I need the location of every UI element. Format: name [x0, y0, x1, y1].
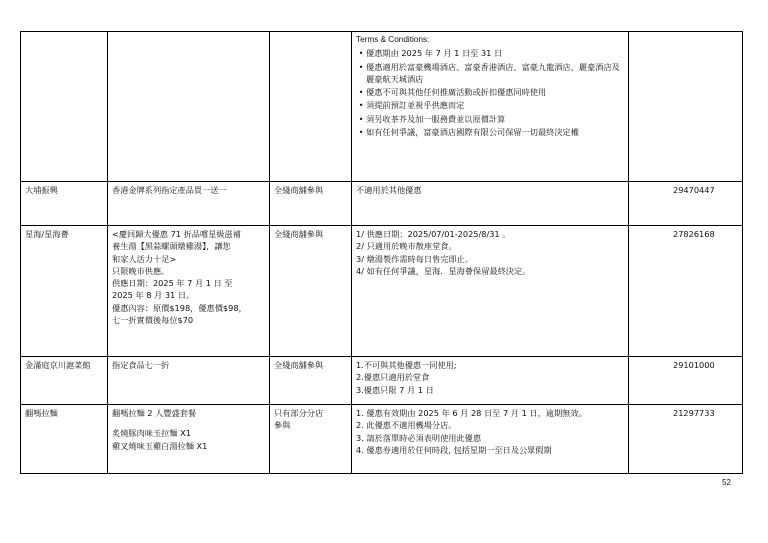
offer-cell: 翻嗎拉麵 2 人豐盛套餐 炙燒豚肉味玉拉麵 X1 雞叉燒味玉雞白湯拉麵 X1 — [108, 405, 270, 474]
bullet-icon: • — [358, 87, 364, 98]
terms-title: Terms & Conditions: — [356, 35, 430, 44]
scope-cell: 全綫商舖參與 — [270, 182, 352, 226]
scope-cell — [270, 32, 352, 182]
terms-bullet: • 優惠適用於富豪機場酒店、富豪香港酒店、富豪九龍酒店、麗豪酒店及麗豪航天城酒店 — [356, 61, 624, 86]
merchant-name-cell — [21, 32, 108, 182]
merchant-code-cell: 27826168 — [629, 226, 743, 357]
offer-cell: <慶回歸大優惠 71 折品嚐星級滋補 養生湯【黑蒜螺頭燉雞湯】，讓您 和家人活力十足> 只限晚市供應。 供應日期：2025 年 7 月 1 日 至 2025 年 8 月 31 日。 優惠內容：原價$198，優惠價$98， 七一折實價後每位$70 — [108, 226, 270, 357]
page-number: 52 — [722, 478, 731, 487]
terms-bullet: • 優惠期由 2025 年 7 月 1 日至 31 日 — [356, 47, 624, 59]
terms-bullet: • 須另收茶芥及加一服務費並以原價計算 — [356, 113, 624, 125]
bullet-icon: • — [358, 48, 364, 59]
terms-cell: 1.不可與其他優惠一同使用; 2.優惠只適用於堂食 3.優惠只限 7 月 1 日 — [352, 357, 629, 405]
merchant-code-cell: 21297733 — [629, 405, 743, 474]
bullet-icon: • — [358, 113, 364, 124]
terms-cell: 1/ 供應日期：2025/07/01-2025/8/31 。 2/ 只適用於晚市散座堂食。 3/ 燉湯製作需時每日售完即止。 4/ 如有任何爭議，星海．星海薈保留最終決定。 — [352, 226, 629, 357]
table-row — [21, 182, 743, 226]
merchant-name-cell: 翻嗎拉麵 — [21, 405, 108, 474]
bullet-icon: • — [358, 127, 364, 138]
table-row — [21, 357, 743, 405]
terms-cell: 不適用於其他優惠 — [352, 182, 629, 226]
table-row — [21, 226, 743, 357]
merchant-name-cell: 星海/星海薈 — [21, 226, 108, 357]
bullet-icon: • — [358, 100, 364, 111]
merchant-code-cell: 29470447 — [629, 182, 743, 226]
scope-cell: 全綫商舖參與 — [270, 357, 352, 405]
table-row — [21, 405, 743, 474]
terms-cell — [352, 32, 629, 182]
blank-line — [112, 419, 265, 427]
merchant-code-cell: 29101000 — [629, 357, 743, 405]
terms-bullet: • 須提前預訂並視乎供應而定 — [356, 99, 624, 111]
table-row-regal-continued — [21, 32, 743, 182]
terms-bullet: • 如有任何爭議，富豪酒店國際有限公司保留一切最終決定權 — [356, 126, 624, 138]
offer-cell: 指定食品七一折 — [108, 357, 270, 405]
offer-cell — [108, 32, 270, 182]
bullet-icon: • — [358, 61, 364, 72]
offer-cell: 香港金牌系列指定產品買一送一 — [108, 182, 270, 226]
merchant-code-cell — [629, 32, 743, 182]
merchant-name-cell: 金滿庭京川滬菜館 — [21, 357, 108, 405]
scope-cell: 只有部分分店 參與 — [270, 405, 352, 474]
merchant-offers-table — [20, 31, 743, 474]
merchant-name-cell: 大埔振興 — [21, 182, 108, 226]
scope-cell: 全綫商舖參與 — [270, 226, 352, 357]
terms-bullet: • 優惠不可與其他任何推廣活動或折扣優惠同時使用 — [356, 86, 624, 98]
terms-cell: 1. 優惠有效期由 2025 年 6 月 28 日至 7 月 1 日，逾期無效。 2. 此優惠不適用機場分店。 3. 請於落單時必須表明使用此優惠 4. 優惠券適用於任何時段, 包括星期一至日及公眾假期 — [352, 405, 629, 474]
